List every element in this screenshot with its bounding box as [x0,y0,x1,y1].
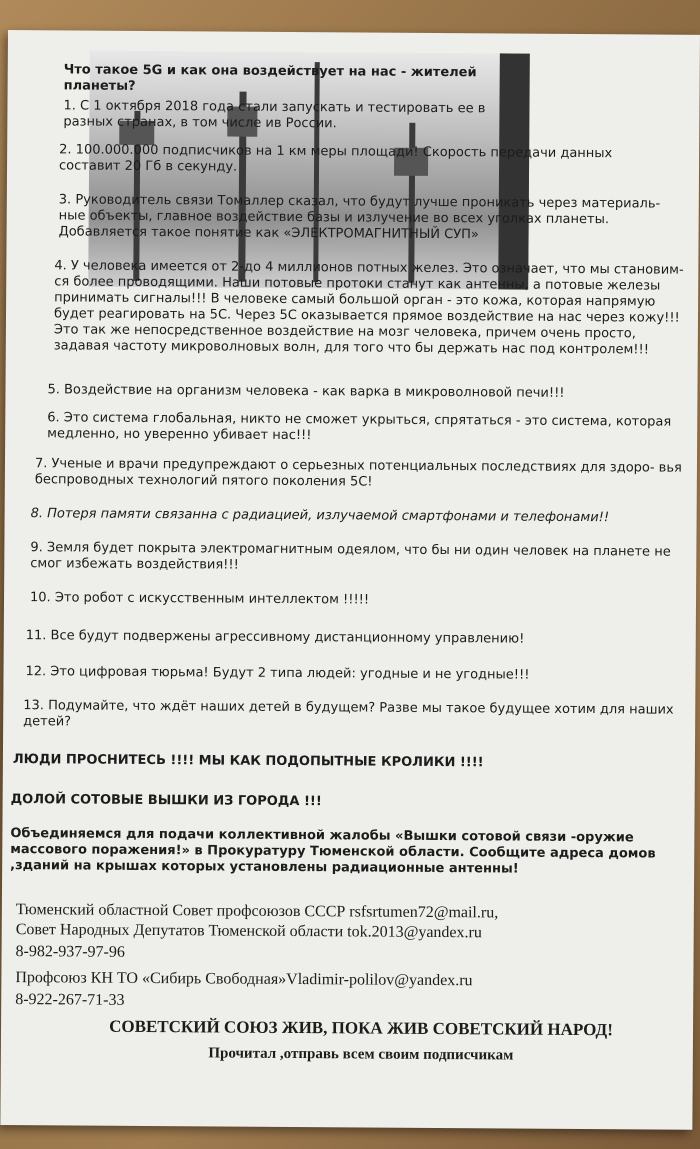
leaflet-title: Что такое 5G и как она воздействует на нас - жителей планеты? [63,62,477,94]
point-6: 6. Это система глобальная, никто не сможет укрыться, спрятаться - это система, которая медленно, но уверенно убивает нас!!! [47,410,672,444]
collective-complaint-appeal: Объединяемся для подачи коллективной жалобы «Вышки сотовой связи -оружие массового поражения!» в Прокуратуру Тюменской области. Сообщите адреса домов ,зданий на крышах которых установлены радиационные антенны! [10,826,656,877]
slogan-towers-out: ДОЛОЙ СОТОВЫЕ ВЫШКИ ИЗ ГОРОДА !!! [10,792,322,810]
point-5: 5. Воздействие на организм человека - как варка в микроволновой печи!!! [47,382,565,401]
point-7: 7. Ученые и врачи предупреждают о серьезных потенциальных последствиях для здоро- вья беспроводных технологий пятого поколения 5С! [34,456,682,490]
share-request: Прочитал ,отправь всем своим подписчикам [208,1045,514,1064]
contact-phone-1: 8-982-937-97-96 [15,943,125,961]
point-3: 3. Руководитель связи Томаллер сказал, что будут лучше проникать через материаль- ные объекты, главное воздействие базы и излучение во всех уголках планеты. Добавляется такое понятие как «ЭЛЕКТРОМАГНИТНЫЙ СУП» [58,192,661,243]
point-2: 2. 100.000.000 подписчиков на 1 км меры площади! Скорость передачи данных составит 20 Гб в секунду. [59,142,613,175]
contact-phone-2: 8-922-267-71-33 [15,991,125,1009]
point-1: 1. С 1 октября 2018 года стали запускать и тестировать ее в разных странах, в том числе ив России. [63,98,486,132]
soviet-slogan: СОВЕТСКИЙ СОЮЗ ЖИВ, ПОКА ЖИВ СОВЕТСКИЙ НАРОД! [109,1016,614,1040]
point-10: 10. Это робот с искусственным интеллектом !!!!! [29,590,370,608]
point-8: 8. Потеря памяти связанна с радиацией, излучаемой смартфонами и телефонами!! [30,506,610,526]
point-11: 11. Все будут подвержены агрессивному дистанционному управлению! [25,628,525,647]
point-4: 4. У человека имеется от 2-до 4 миллионов потных желез. Это означает, что мы становим- ся более проводящими. Наши потовые протоки станут как антенны, а потовые железы принимать сигналы!!! В человеке самый большой орган - это кожа, которая напрямую будет реагировать на 5С. Через 5С оказывается прямое воздействие на нас через кожу!!! Это так же непосредственное воздействие на мозг человека, причем очень просто, задавая частоту микроволновых волн, для того что бы держать нас под контролем!!! [53,258,684,358]
point-13: 13. Подумайте, что ждёт наших детей в будущем? Разве мы такое будущее хотим для наших детей? [23,698,674,730]
leaflet [0,30,700,1130]
contact-free-siberia: Профсоюз КН ТО «Сибирь Свободная»Vladimir-polilov@yandex.ru [15,969,473,990]
contact-deputies: Совет Народных Депутатов Тюменской области tok.2013@yandex.ru [15,921,482,942]
contact-trade-unions: Тюменский областной Совет профсоюзов СССР rsfsrtumen72@mail.ru, [15,901,499,922]
slogan-wake-up: ЛЮДИ ПРОСНИТЕСЬ !!!! МЫ КАК ПОДОПЫТНЫЕ КРОЛИКИ !!!! [12,752,484,771]
point-9: 9. Земля будет покрыта электромагнитным одеялом, что бы ни один человек на планете не смог избежать воздействия!!! [30,540,671,573]
point-12: 12. Это цифровая тюрьма! Будут 2 типа людей: угодные и не угодные!!! [25,664,530,683]
